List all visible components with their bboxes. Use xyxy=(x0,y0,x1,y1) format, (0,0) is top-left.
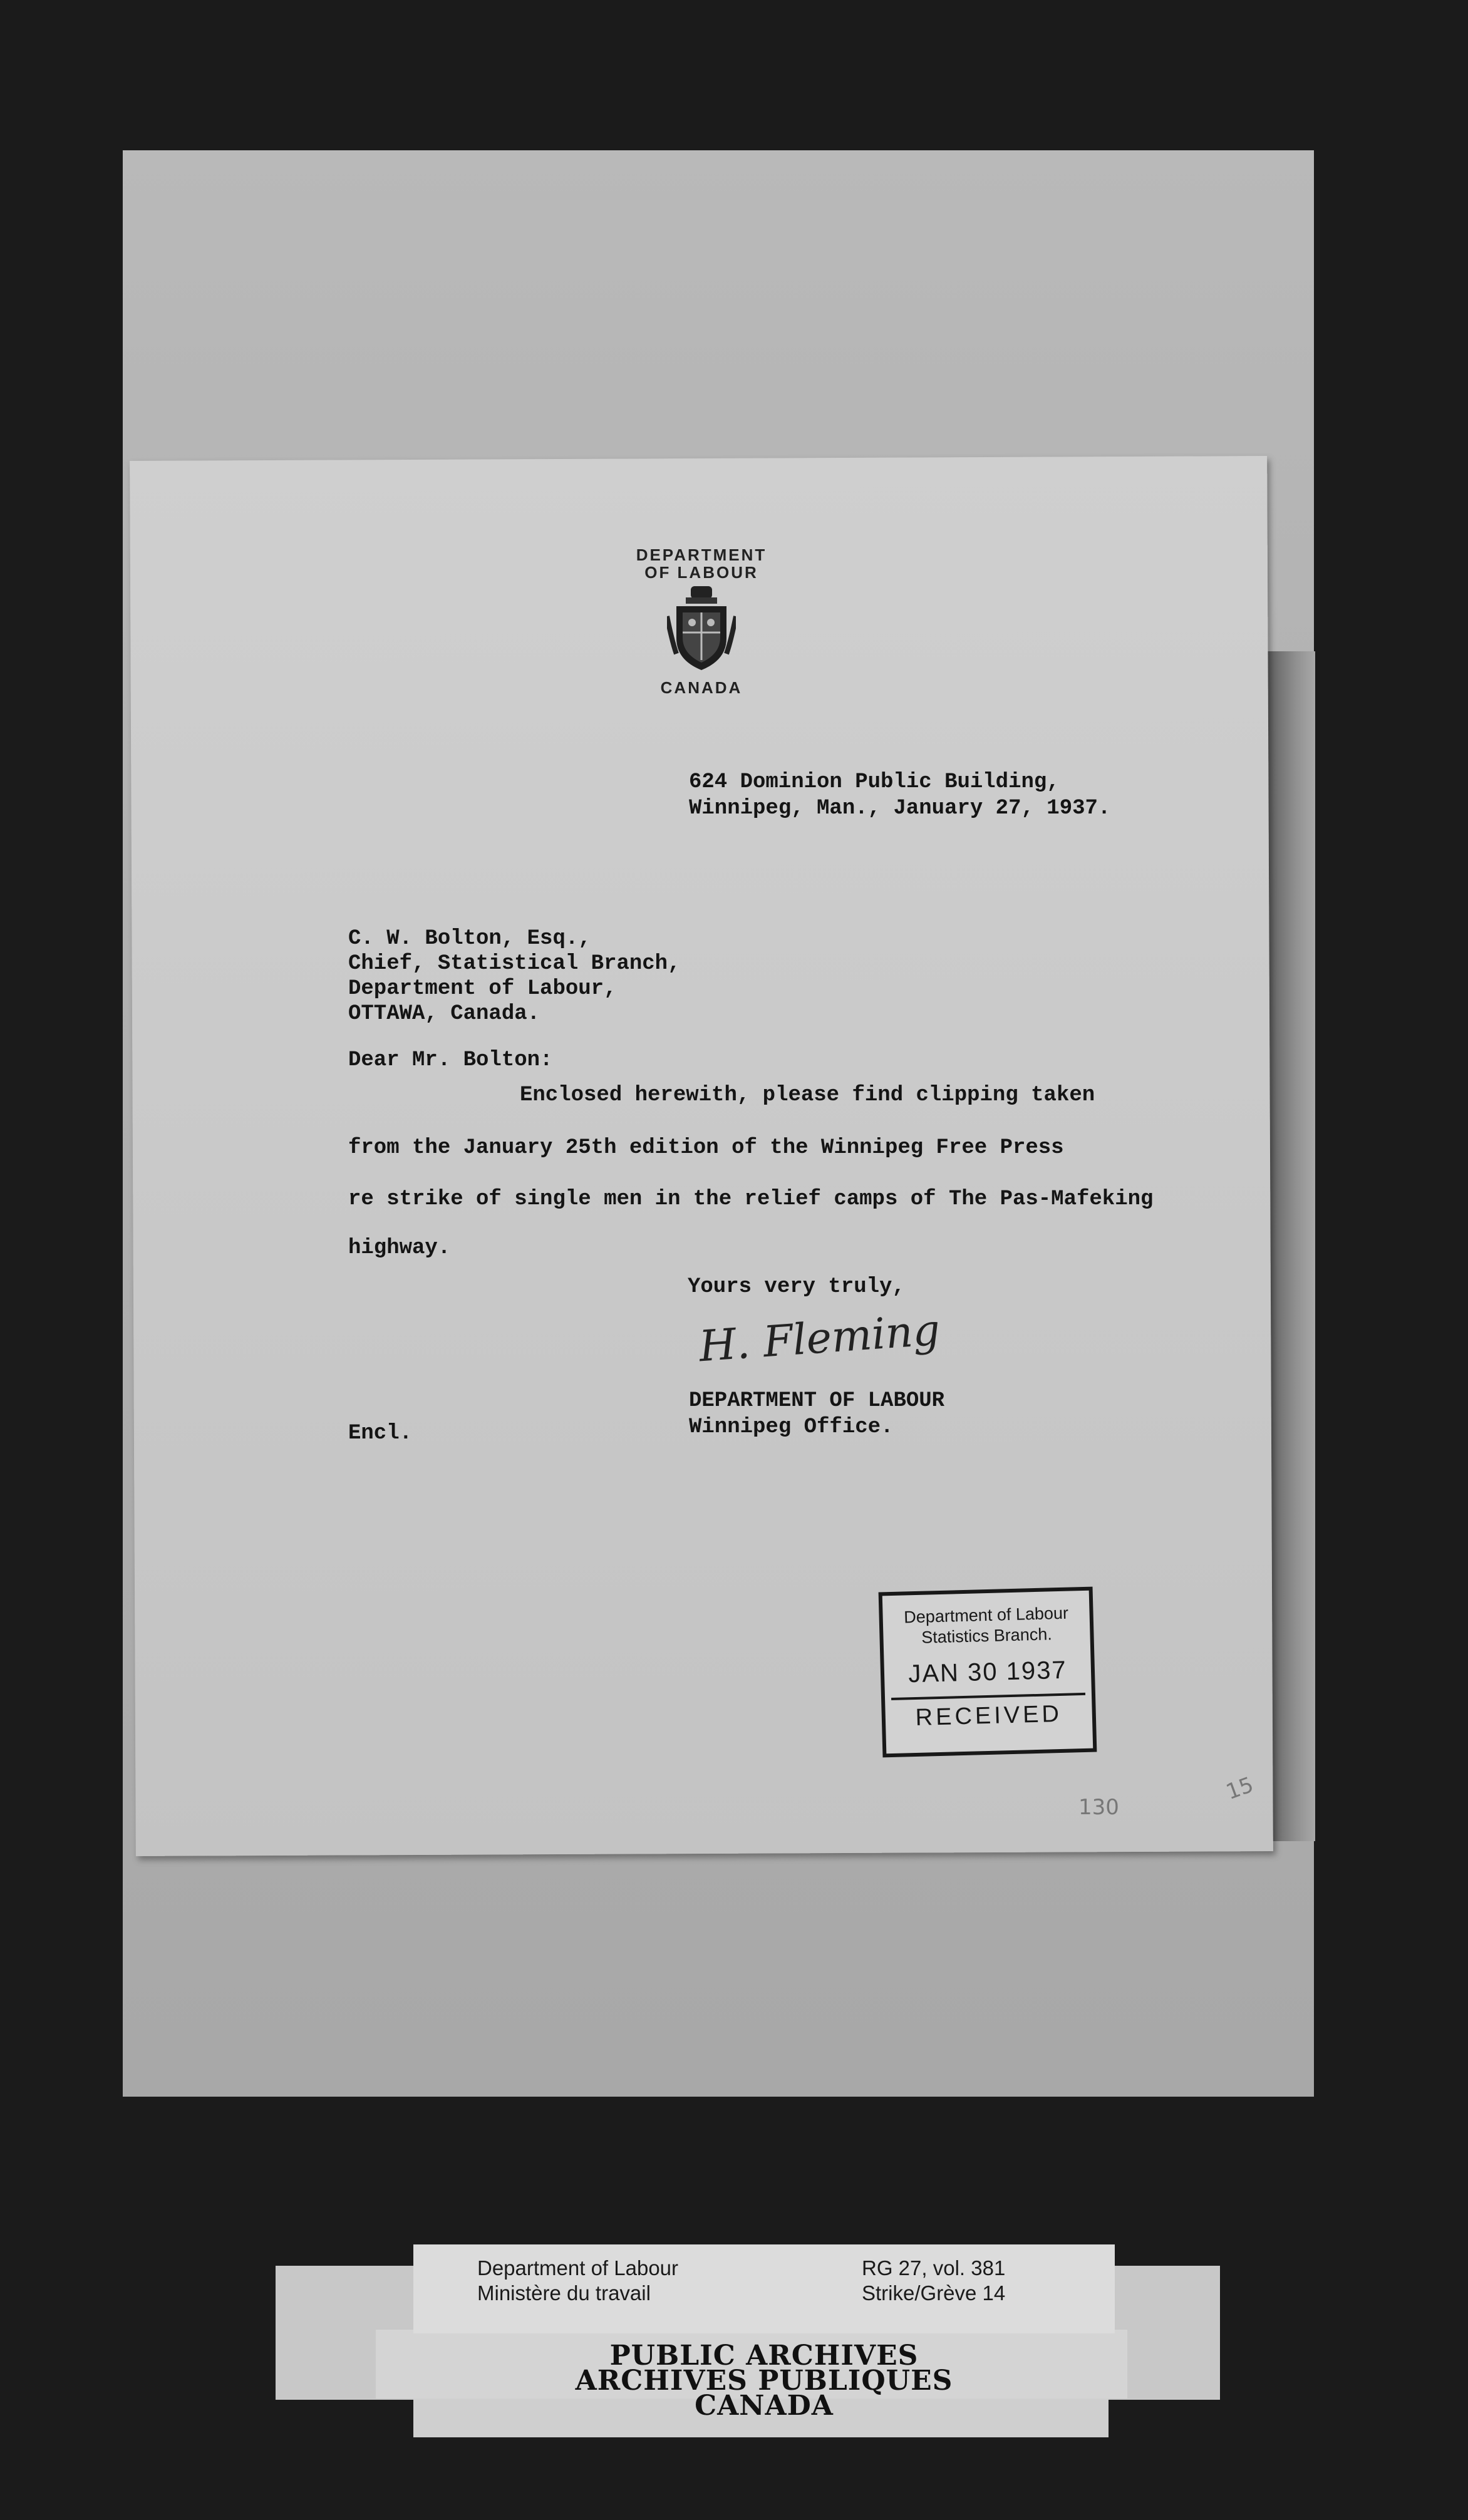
stamp-department: Department of Labour xyxy=(903,1603,1069,1627)
body-line-2: from the January 25th edition of the Winnipeg Free Press xyxy=(348,1136,1064,1160)
recipient-city: OTTAWA, Canada. xyxy=(348,1002,540,1026)
body-line-4: highway. xyxy=(348,1236,451,1260)
letter-date-line: Winnipeg, Man., January 27, 1937. xyxy=(689,797,1111,820)
recipient-department: Department of Labour, xyxy=(348,977,617,1001)
body-line-1: Enclosed herewith, please find clipping taken xyxy=(520,1083,1095,1107)
salutation: Dear Mr. Bolton: xyxy=(348,1048,553,1072)
public-archives-imprint xyxy=(351,2340,1177,2422)
sender-office: Winnipeg Office. xyxy=(689,1415,894,1439)
handwritten-signature: H. Fleming xyxy=(697,1305,942,1372)
letterhead-title: DEPARTMENT OF LABOUR xyxy=(636,545,767,582)
archive-name-fr: ARCHIVES PUBLIQUES xyxy=(575,2365,953,2397)
stamp-status: RECEIVED xyxy=(891,1693,1086,1732)
archive-rg-volume: RG 27, vol. 381 xyxy=(862,2256,1006,2280)
pencil-corner-mark: 15 xyxy=(1222,1772,1257,1805)
letterhead-country: CANADA xyxy=(660,678,743,697)
enclosure-note: Encl. xyxy=(348,1422,413,1445)
archive-dept-fr: Ministère du travail xyxy=(477,2281,651,2305)
body-line-3: re strike of single men in the relief camps of The Pas-Mafeking xyxy=(348,1187,1154,1211)
archive-department xyxy=(477,2256,678,2306)
archive-file: Strike/Grève 14 xyxy=(862,2281,1006,2305)
page-curl-shadow xyxy=(1265,651,1315,1841)
received-stamp xyxy=(879,1587,1097,1758)
pencil-page-number: 130 xyxy=(1078,1795,1119,1820)
sender-address-line1: 624 Dominion Public Building, xyxy=(689,770,1060,794)
sender-department: DEPARTMENT OF LABOUR xyxy=(689,1389,945,1413)
letterhead-crest xyxy=(626,546,777,709)
archive-dept-en: Department of Labour xyxy=(477,2256,679,2280)
stamp-branch: Statistics Branch. xyxy=(921,1624,1053,1647)
closing: Yours very truly, xyxy=(688,1275,905,1299)
archive-country: CANADA xyxy=(695,2390,834,2422)
archive-reference xyxy=(862,2256,1005,2306)
coat-of-arms-icon xyxy=(667,585,736,673)
archive-name-en: PUBLIC ARCHIVES xyxy=(609,2340,919,2372)
recipient-title: Chief, Statistical Branch, xyxy=(348,952,681,976)
recipient-name: C. W. Bolton, Esq., xyxy=(348,927,591,951)
stamp-date: JAN 30 1937 xyxy=(907,1656,1068,1688)
